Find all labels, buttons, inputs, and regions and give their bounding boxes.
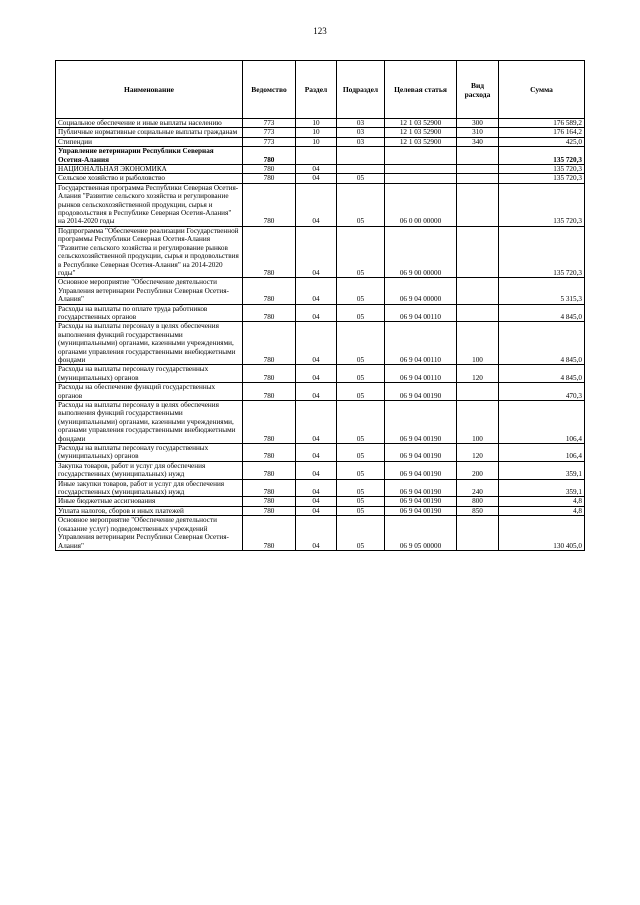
cell-kind: 240 — [457, 479, 499, 497]
cell-target: 06 9 04 00190 — [385, 461, 457, 479]
table-row — [56, 119, 585, 128]
cell-target: 06 9 04 00110 — [385, 365, 457, 383]
cell-sum: 135 720,3 — [499, 165, 585, 174]
cell-target: 06 9 04 00110 — [385, 304, 457, 322]
cell-subsection: 05 — [337, 226, 385, 277]
cell-sum: 4,8 — [499, 497, 585, 506]
cell-kind: 120 — [457, 365, 499, 383]
table-row — [56, 322, 585, 365]
cell-sum: 470,3 — [499, 383, 585, 401]
cell-dept: 780 — [243, 183, 296, 226]
cell-name: Иные закупки товаров, работ и услуг для обеспечения государственных (муниципальных) нужд — [56, 479, 243, 497]
cell-name: Подпрограмма "Обеспечение реализации Государственной программы Республики Северная Осетия-Алания "Развитие сельского хозяйства и регулирование рынков сельскохозяйственной продукции, сырья и продовольствия в Республике Северная Осетия-Алания" на 2014-2020 годы" — [56, 226, 243, 277]
cell-target: 06 9 05 00000 — [385, 516, 457, 551]
cell-name: Сельское хозяйство и рыболовство — [56, 174, 243, 183]
cell-section: 04 — [296, 479, 337, 497]
cell-dept: 780 — [243, 304, 296, 322]
cell-target: 06 9 04 00000 — [385, 278, 457, 304]
table-row — [56, 365, 585, 383]
cell-dept: 780 — [243, 322, 296, 365]
cell-name: Стипендии — [56, 137, 243, 146]
cell-section: 04 — [296, 165, 337, 174]
cell-subsection: 05 — [337, 365, 385, 383]
cell-name: Расходы на выплаты персоналу в целях обеспечения выполнения функций государственными (муниципальными) органами, казенными учреждениями, органами управления государственными внебюджетными фондами — [56, 401, 243, 444]
cell-subsection: 05 — [337, 497, 385, 506]
cell-sum: 135 720,3 — [499, 147, 585, 165]
cell-dept: 780 — [243, 461, 296, 479]
cell-name: Основное мероприятие "Обеспечение деятельности (оказание услуг) подведомственных учреждений Управления ветеринарии Республики Северная Осетия-Алания" — [56, 516, 243, 551]
cell-dept: 780 — [243, 383, 296, 401]
cell-section — [296, 147, 337, 165]
cell-target: 06 0 00 00000 — [385, 183, 457, 226]
cell-subsection — [337, 165, 385, 174]
cell-subsection: 05 — [337, 322, 385, 365]
cell-section: 10 — [296, 119, 337, 128]
cell-dept: 780 — [243, 165, 296, 174]
cell-section: 04 — [296, 365, 337, 383]
cell-subsection — [337, 147, 385, 165]
cell-sum: 5 315,3 — [499, 278, 585, 304]
cell-name: Расходы на выплаты персоналу в целях обеспечения выполнения функций государственными (муниципальными) органами, казенными учреждениями, органами управления государственными внебюджетными фондами — [56, 322, 243, 365]
cell-sum: 4 845,0 — [499, 365, 585, 383]
cell-name: Управление ветеринарии Республики Северная Осетия-Алания — [56, 147, 243, 165]
cell-sum: 4 845,0 — [499, 322, 585, 365]
budget-table — [55, 60, 585, 551]
cell-kind — [457, 147, 499, 165]
cell-target — [385, 147, 457, 165]
cell-kind: 200 — [457, 461, 499, 479]
cell-subsection: 05 — [337, 516, 385, 551]
cell-name: НАЦИОНАЛЬНАЯ ЭКОНОМИКА — [56, 165, 243, 174]
cell-sum: 176 164,2 — [499, 128, 585, 137]
cell-sum: 106,4 — [499, 444, 585, 462]
cell-sum: 135 720,3 — [499, 226, 585, 277]
table-row — [56, 137, 585, 146]
cell-name: Расходы на выплаты по оплате труда работников государственных органов — [56, 304, 243, 322]
cell-target: 06 9 04 00190 — [385, 383, 457, 401]
cell-dept: 780 — [243, 506, 296, 515]
table-row — [56, 383, 585, 401]
page-number: 123 — [313, 26, 327, 36]
cell-target: 06 9 04 00190 — [385, 497, 457, 506]
cell-dept: 780 — [243, 226, 296, 277]
cell-target: 12 1 03 52900 — [385, 137, 457, 146]
cell-target: 06 9 00 00000 — [385, 226, 457, 277]
cell-kind: 100 — [457, 322, 499, 365]
cell-kind — [457, 174, 499, 183]
cell-dept: 780 — [243, 278, 296, 304]
cell-subsection: 03 — [337, 128, 385, 137]
cell-subsection: 05 — [337, 304, 385, 322]
table-row — [56, 401, 585, 444]
cell-section: 04 — [296, 322, 337, 365]
cell-kind — [457, 304, 499, 322]
table-row — [56, 183, 585, 226]
cell-kind: 340 — [457, 137, 499, 146]
cell-subsection: 05 — [337, 174, 385, 183]
cell-target: 06 9 04 00110 — [385, 322, 457, 365]
table-body — [56, 119, 585, 551]
table-row — [56, 147, 585, 165]
cell-sum: 135 720,3 — [499, 183, 585, 226]
cell-subsection: 03 — [337, 137, 385, 146]
table-row — [56, 278, 585, 304]
header-section: Раздел — [296, 61, 337, 119]
header-target: Целевая статья — [385, 61, 457, 119]
cell-sum: 359,1 — [499, 479, 585, 497]
cell-name: Социальное обеспечение и иные выплаты населению — [56, 119, 243, 128]
cell-kind — [457, 165, 499, 174]
cell-dept: 780 — [243, 147, 296, 165]
cell-subsection: 05 — [337, 278, 385, 304]
cell-dept: 773 — [243, 137, 296, 146]
cell-kind: 310 — [457, 128, 499, 137]
cell-kind — [457, 278, 499, 304]
cell-target — [385, 174, 457, 183]
cell-name: Расходы на выплаты персоналу государственных (муниципальных) органов — [56, 365, 243, 383]
cell-subsection: 05 — [337, 461, 385, 479]
cell-section: 04 — [296, 401, 337, 444]
table-row — [56, 304, 585, 322]
cell-name: Иные бюджетные ассигнования — [56, 497, 243, 506]
cell-target: 06 9 04 00190 — [385, 444, 457, 462]
cell-kind: 800 — [457, 497, 499, 506]
cell-sum: 425,0 — [499, 137, 585, 146]
cell-dept: 780 — [243, 444, 296, 462]
cell-name: Расходы на выплаты персоналу государственных (муниципальных) органов — [56, 444, 243, 462]
cell-subsection: 03 — [337, 119, 385, 128]
header-kind: Вид расхода — [457, 61, 499, 119]
cell-target: 12 1 03 52900 — [385, 128, 457, 137]
cell-dept: 780 — [243, 479, 296, 497]
cell-name: Закупка товаров, работ и услуг для обеспечения государственных (муниципальных) нужд — [56, 461, 243, 479]
cell-section: 04 — [296, 226, 337, 277]
table-row — [56, 506, 585, 515]
cell-section: 04 — [296, 183, 337, 226]
cell-sum: 4,8 — [499, 506, 585, 515]
header-sum: Сумма — [499, 61, 585, 119]
cell-section: 04 — [296, 278, 337, 304]
cell-section: 04 — [296, 383, 337, 401]
cell-subsection: 05 — [337, 183, 385, 226]
cell-kind: 850 — [457, 506, 499, 515]
cell-section: 04 — [296, 497, 337, 506]
cell-name: Расходы на обеспечение функций государственных органов — [56, 383, 243, 401]
table-row — [56, 226, 585, 277]
cell-kind — [457, 226, 499, 277]
table-row — [56, 444, 585, 462]
cell-name: Уплата налогов, сборов и иных платежей — [56, 506, 243, 515]
cell-name: Основное мероприятие "Обеспечение деятельности Управления ветеринарии Республики Северная Осетия-Алания" — [56, 278, 243, 304]
table-row — [56, 165, 585, 174]
cell-section: 04 — [296, 506, 337, 515]
header-dept: Ведомство — [243, 61, 296, 119]
cell-section: 04 — [296, 304, 337, 322]
cell-sum: 176 589,2 — [499, 119, 585, 128]
header-name: Наименование — [56, 61, 243, 119]
cell-subsection: 05 — [337, 444, 385, 462]
cell-dept: 780 — [243, 497, 296, 506]
cell-sum: 359,1 — [499, 461, 585, 479]
table-header-row — [56, 61, 585, 119]
cell-kind: 120 — [457, 444, 499, 462]
cell-kind: 100 — [457, 401, 499, 444]
cell-sum: 4 845,0 — [499, 304, 585, 322]
cell-dept: 780 — [243, 401, 296, 444]
cell-section: 04 — [296, 461, 337, 479]
cell-section: 10 — [296, 128, 337, 137]
cell-section: 04 — [296, 444, 337, 462]
cell-kind — [457, 516, 499, 551]
cell-sum: 130 405,0 — [499, 516, 585, 551]
cell-kind: 300 — [457, 119, 499, 128]
header-subsection: Подраздел — [337, 61, 385, 119]
cell-section: 10 — [296, 137, 337, 146]
cell-dept: 773 — [243, 119, 296, 128]
table-row — [56, 479, 585, 497]
cell-dept: 773 — [243, 128, 296, 137]
cell-dept: 780 — [243, 365, 296, 383]
cell-kind — [457, 383, 499, 401]
cell-target: 06 9 04 00190 — [385, 479, 457, 497]
table-row — [56, 174, 585, 183]
cell-target: 06 9 04 00190 — [385, 506, 457, 515]
cell-target: 06 9 04 00190 — [385, 401, 457, 444]
table-row — [56, 497, 585, 506]
cell-subsection: 05 — [337, 506, 385, 515]
cell-subsection: 05 — [337, 383, 385, 401]
cell-sum: 106,4 — [499, 401, 585, 444]
table-row — [56, 461, 585, 479]
cell-section: 04 — [296, 174, 337, 183]
table-row — [56, 128, 585, 137]
table-row — [56, 516, 585, 551]
cell-subsection: 05 — [337, 479, 385, 497]
cell-dept: 780 — [243, 174, 296, 183]
cell-kind — [457, 183, 499, 226]
cell-section: 04 — [296, 516, 337, 551]
cell-name: Публичные нормативные социальные выплаты гражданам — [56, 128, 243, 137]
cell-target — [385, 165, 457, 174]
cell-dept: 780 — [243, 516, 296, 551]
cell-target: 12 1 03 52900 — [385, 119, 457, 128]
cell-sum: 135 720,3 — [499, 174, 585, 183]
cell-name: Государственная программа Республики Северная Осетия-Алания "Развитие сельского хозяйства и регулирование рынков сельскохозяйственной продукции, сырья и продовольствия в Республике Северная Осетия-Алания" на 2014-2020 годы — [56, 183, 243, 226]
cell-subsection: 05 — [337, 401, 385, 444]
